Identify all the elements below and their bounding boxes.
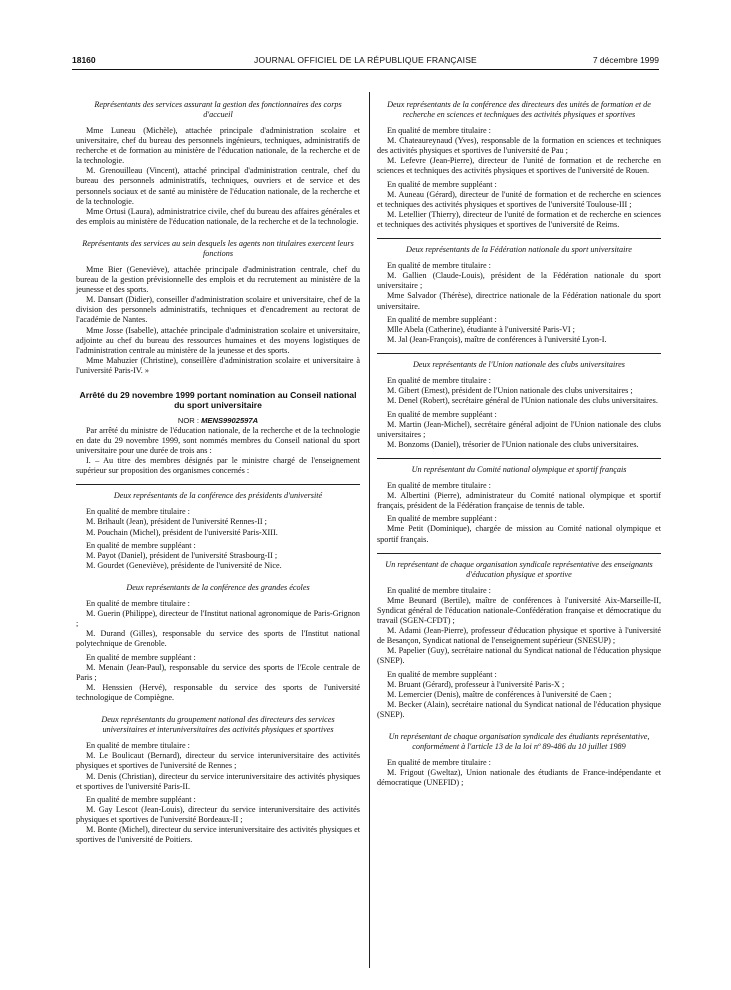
section-rule: [377, 238, 661, 239]
member-entry: M. Lefevre (Jean-Pierre), directeur de l'unité de formation et de recherche en sciences et techniques des activités physiques et sportives de l'université de Rouen.: [377, 156, 661, 176]
member-entry: Mme Bier (Geneviève), attachée principale d'administration centrale, chef du bureau de la gestion prévisionnelle des emplois et du recrutement au ministère de la jeunesse et des sports.: [76, 264, 360, 295]
publication-date: 7 décembre 1999: [592, 55, 659, 65]
nor-reference: [76, 416, 360, 426]
member-entry: M. Gourdet (Geneviève), présidente de l'université de Nice.: [86, 561, 282, 570]
section-heading: Deux représentants de la conférence des grandes écoles: [126, 583, 310, 593]
member-entry: M. Jal (Jean-François), maître de conférences à l'université Lyon-I.: [387, 334, 607, 344]
member-entry: M. Papelier (Guy), secrétaire national du Syndicat national de l'éducation physique (SNEP).: [377, 646, 661, 666]
member-entry: Mme Petit (Dominique), chargée de mission au Comité national olympique et sportif français.: [377, 524, 661, 544]
arrete-title: Arrêté du 29 novembre 1999 portant nomination au Conseil national du sport universitaire: [79, 389, 357, 411]
intro-paragraph: Par arrêté du ministre de l'éducation nationale, de la recherche et de la technologie en date du 29 novembre 1999, sont nommés membres du Conseil national du sport universitaire pour une durée de trois ans :: [76, 425, 360, 456]
member-entry: M. Gibert (Ernest), président de l'Union nationale des clubs universitaires ;: [387, 386, 633, 396]
member-entry: M. Guerin (Philippe), directeur de l'Institut national agronomique de Paris-Grignon ;: [76, 609, 360, 629]
member-entry: M. Gallien (Claude-Louis), président de la Fédération nationale du sport universitaire ;: [377, 271, 661, 291]
membership-type: En qualité de membre suppléant :: [387, 314, 497, 324]
right-column: [377, 100, 661, 788]
section-heading: Deux représentants de la conférence des présidents d'université: [113, 491, 323, 501]
column-divider: [369, 92, 370, 968]
member-entry: M. Becker (Alain), secrétaire national du Syndicat national de l'éducation physique (SNEP).: [377, 699, 661, 719]
member-entry: Mme Beunard (Bertile), maître de conférences à l'université Aix-Marseille-II, Syndicat général de l'éducation nationale-Confédération française et démocratique du travail (SGEN-CFDT) ;: [377, 595, 661, 625]
member-entry: M. Menain (Jean-Paul), responsable du service des sports de l'Ecole centrale de Paris ;: [76, 662, 360, 682]
section-heading: Deux représentants de la conférence des directeurs des unités de formation et de recherche en sciences et techniques des activités physiques et sportives: [387, 100, 651, 119]
member-entry: M. Lemercier (Denis), maître de conférences à l'université de Caen ;: [387, 689, 612, 699]
section-heading: Représentants des services assurant la gestion des fonctionnaires des corps d'accueil: [94, 100, 342, 119]
member-entry: Mme Mahuzier (Christine), conseillère d'administration scolaire et universitaire à l'université Paris-IV. »: [76, 355, 360, 375]
member-entry: M. Pouchain (Michel), président de l'université Paris-XIII.: [86, 527, 278, 537]
section-heading: Deux représentants de la Fédération nationale du sport universitaire: [406, 245, 632, 255]
journal-title: JOURNAL OFFICIEL DE LA RÉPUBLIQUE FRANÇAISE: [254, 55, 477, 65]
section-rule: [76, 484, 360, 485]
membership-type: En qualité de membre titulaire :: [387, 376, 491, 386]
page-number: 18160: [72, 55, 96, 65]
membership-type: En qualité de membre titulaire :: [387, 585, 491, 595]
membership-type: En qualité de membre suppléant :: [86, 794, 196, 804]
section-heading: Représentants des services au sein desquels les agents non titulaires exercent leurs fonctions: [82, 238, 354, 258]
membership-type: En qualité de membre titulaire :: [86, 507, 190, 517]
membership-type: En qualité de membre suppléant :: [86, 540, 196, 550]
member-entry: M. Auneau (Gérard), directeur de l'unité de formation et de recherche en sciences et techniques des activités physiques et sportives de l'université Toulouse-III ;: [377, 189, 661, 209]
membership-type: En qualité de membre suppléant :: [86, 652, 196, 662]
member-entry: M. Le Boulicaut (Bernard), directeur du service interuniversitaire des activités physiques et sportives de l'université de Rennes ;: [76, 751, 360, 771]
section-rule: [377, 353, 661, 354]
membership-type: En qualité de membre suppléant :: [387, 179, 497, 189]
member-entry: Mme Luneau (Michèle), attachée principale d'administration scolaire et universitaire, chef du bureau des personnels ingénieurs, techniques, administratifs de recherche et de formation au ministère de l'éducation nationale, de la recherche et de la technologie.: [76, 126, 360, 166]
membership-type: En qualité de membre titulaire :: [387, 261, 491, 271]
section-rule: [377, 553, 661, 554]
header-rule: [72, 69, 659, 70]
membership-type: En qualité de membre suppléant :: [387, 669, 497, 679]
member-entry: Mme Ortusi (Laura), administratrice civile, chef du bureau des affaires générales et des emplois au ministère de l'éducation nationale, de la recherche et de la technologie.: [76, 206, 360, 226]
member-entry: M. Henssien (Hervé), responsable du service des sports de l'université technologique de Compiègne.: [76, 683, 360, 703]
member-entry: M. Payot (Daniel), président de l'université Strasbourg-II ;: [86, 550, 278, 560]
member-entry: M. Gay Lescot (Jean-Louis), directeur du service interuniversitaire des activités physiques et sportives de l'université Bordeaux-II ;: [76, 804, 360, 825]
member-entry: M. Denis (Christian), directeur du service interuniversitaire des activités physiques et sportives de l'université Paris-II.: [76, 771, 360, 791]
membership-type: En qualité de membre titulaire :: [86, 741, 190, 751]
section-heading: Deux représentants du groupement national des directeurs des services universitaires et interuniversitaires des activités physiques et sportives: [101, 715, 335, 735]
section-heading: Un représentant de chaque organisation syndicale des étudiants représentative, conformément à l'article 13 de la loi nº 89-486 du 10 juillet 1989: [388, 732, 650, 752]
member-entry: M. Dansart (Didier), conseiller d'administration scolaire et universitaire, chef de la division des personnels administratifs, techniques et d'encadrement au rectorat de l'académie de Nantes.: [76, 295, 360, 325]
membership-type: En qualité de membre titulaire :: [387, 758, 491, 768]
page-header: [72, 55, 659, 69]
member-entry: M. Martin (Jean-Michel), secrétaire général adjoint de l'Union nationale des clubs universitaires ;: [377, 419, 661, 439]
member-entry: M. Denel (Robert), secrétaire général de l'Union nationale des clubs universitaires.: [387, 396, 658, 406]
membership-type: En qualité de membre titulaire :: [86, 599, 190, 609]
member-entry: Mme Josse (Isabelle), attachée principale d'administration scolaire et universitaire, adjointe au chef du bureau des ressources humaines et des moyens logistiques de l'administration centrale au ministère de la jeunesse et des sports.: [76, 325, 360, 355]
nor-code: MENS9902597A: [201, 415, 259, 425]
membership-type: En qualité de membre suppléant :: [387, 514, 497, 524]
section-rule: [377, 458, 661, 459]
member-entry: M. Grenouilleau (Vincent), attaché principal d'administration centrale, chef du bureau des personnels administratifs, techniques, ouvriers et de service et des personnels sociaux et de santé au ministère de l'éducation nationale, de la recherche et de la technologie.: [76, 166, 360, 206]
membership-type: En qualité de membre titulaire :: [387, 480, 491, 490]
member-entry: M. Adami (Jean-Pierre), professeur d'éducation physique et sportive à l'université de Besançon, Syndicat national de l'enseignement supérieur (SNESUP) ;: [377, 626, 661, 646]
member-entry: Mme Salvador (Thérèse), directrice nationale de la Fédération nationale du sport universitaire.: [377, 291, 661, 311]
membership-type: En qualité de membre titulaire :: [387, 126, 491, 135]
member-entry: M. Chateaureynaud (Yves), responsable de la formation en sciences et techniques des activités physiques et sportives de l'université de Pau ;: [377, 136, 661, 156]
nor-label: NOR :: [177, 415, 199, 425]
member-entry: M. Durand (Gilles), responsable du service des sports de l'Institut national polytechnique de Grenoble.: [76, 629, 360, 649]
member-entry: M. Albertini (Pierre), administrateur du Comité national olympique et sportif français, président de la Fédération française de tennis de table.: [377, 491, 661, 511]
member-entry: M. Letellier (Thierry), directeur de l'unité de formation et de recherche en sciences et techniques des activités physiques et sportives de l'université de Reims.: [377, 209, 661, 230]
member-entry: M. Bonzoms (Daniel), trésorier de l'Union nationale des clubs universitaires.: [387, 439, 639, 449]
member-entry: M. Frigout (Gweltaz), Union nationale des étudiants de France-indépendante et démocratique (UNEFID) ;: [377, 768, 661, 788]
member-entry: M. Bruant (Gérard), professeur à l'université Paris-X ;: [387, 679, 565, 689]
member-entry: M. Bonte (Michel), directeur du service interuniversitaire des activités physiques et sportives de l'université de Poitiers.: [76, 825, 360, 845]
section-heading: Un représentant de chaque organisation syndicale représentative des enseignants d'éducation physique et sportive: [385, 559, 653, 579]
left-column: [76, 100, 360, 845]
membership-type: En qualité de membre suppléant :: [387, 409, 497, 419]
section-heading: Un représentant du Comité national olympique et sportif français: [411, 464, 627, 474]
intro-paragraph: I. – Au titre des membres désignés par le ministre chargé de l'enseignement supérieur sur proposition des organismes concernés :: [76, 456, 360, 476]
member-entry: Mlle Abela (Catherine), étudiante à l'université Paris-VI ;: [387, 324, 575, 334]
section-heading: Deux représentants de l'Union nationale des clubs universitaires: [413, 360, 625, 370]
member-entry: M. Brihault (Jean), président de l'université Rennes-II ;: [86, 517, 267, 527]
